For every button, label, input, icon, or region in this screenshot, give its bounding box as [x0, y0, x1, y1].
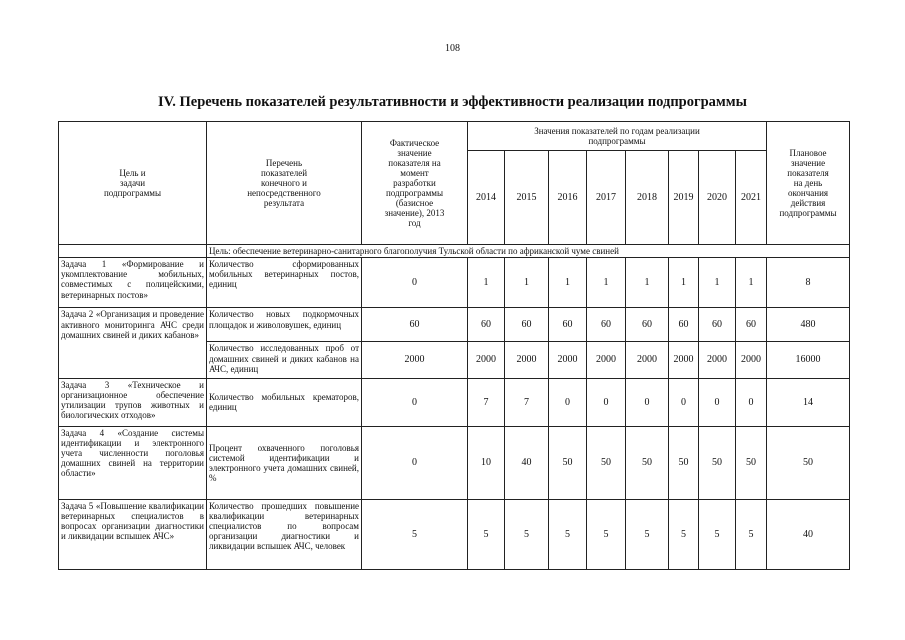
year-value-cell: 5 [587, 499, 626, 569]
actual-value-cell: 0 [362, 258, 468, 308]
task-4-cell: Задача 4 «Создание системы идентификации и электронного учета численности поголовья домашних свиней на территории области» [59, 426, 207, 499]
header-year: 2019 [669, 151, 699, 245]
page-number: 108 [445, 43, 460, 54]
year-value-cell: 5 [669, 499, 699, 569]
year-value-cell: 5 [699, 499, 736, 569]
year-value-cell: 5 [626, 499, 669, 569]
header-indicators [207, 122, 362, 245]
year-value-cell: 60 [626, 308, 669, 342]
year-value-cell: 60 [549, 308, 587, 342]
year-value-cell: 60 [736, 308, 767, 342]
header-years-group [468, 122, 767, 151]
header-actual-text: Фактическое значение показателя на момент разработки подпрограммы (базисное значение), 2013 год [384, 137, 445, 229]
actual-value-cell: 0 [362, 426, 468, 499]
header-years-group-text: Значения показателей по годам реализации подпрограммы [534, 125, 700, 147]
year-value-cell: 50 [626, 426, 669, 499]
planned-value-cell: 50 [767, 426, 850, 499]
header-actual-value [362, 122, 468, 245]
year-value-cell: 2000 [626, 342, 669, 378]
actual-value-cell: 2000 [362, 342, 468, 378]
year-value-cell: 50 [669, 426, 699, 499]
table-row [59, 426, 850, 499]
header-year: 2015 [505, 151, 549, 245]
year-value-cell: 2000 [549, 342, 587, 378]
year-value-cell: 50 [549, 426, 587, 499]
header-planned-value [767, 122, 850, 245]
task-3-cell: Задача 3 «Техническое и организационное обеспечение утилизации трупов животных и биологических отходов» [59, 378, 207, 426]
year-value-cell: 1 [468, 258, 505, 308]
year-value-cell: 0 [549, 378, 587, 426]
indicator-cell: Количество прошедших повышение квалификации ветеринарных специалистов по вопросам организации диагностики и ликвидации вспышек АЧС, человек [207, 499, 362, 569]
year-value-cell: 0 [587, 378, 626, 426]
table-row [59, 308, 850, 342]
year-value-cell: 5 [468, 499, 505, 569]
actual-value-cell: 0 [362, 378, 468, 426]
section-heading: IV. Перечень показателей результативности и эффективности реализации подпрограммы [158, 94, 747, 110]
year-value-cell: 60 [699, 308, 736, 342]
header-year: 2021 [736, 151, 767, 245]
year-value-cell: 0 [669, 378, 699, 426]
header-goals-text: Цель и задачи подпрограммы [103, 168, 162, 199]
year-value-cell: 2000 [468, 342, 505, 378]
actual-value-cell: 5 [362, 499, 468, 569]
table-row [59, 499, 850, 569]
header-goals [59, 122, 207, 245]
year-value-cell: 60 [505, 308, 549, 342]
indicator-cell: Количество новых подкормочных площадок и живоловушек, единиц [207, 308, 362, 342]
year-value-cell: 1 [669, 258, 699, 308]
actual-value-cell: 60 [362, 308, 468, 342]
header-indicators-text: Перечень показателей конечного и непосредственного результата [247, 157, 321, 209]
year-value-cell: 1 [505, 258, 549, 308]
year-value-cell: 0 [626, 378, 669, 426]
year-value-cell: 50 [699, 426, 736, 499]
task-1-cell: Задача 1 «Формирование и укомплектование мобильных, совместимых с полицейскими, ветеринарных постов» [59, 258, 207, 308]
year-value-cell: 2000 [699, 342, 736, 378]
year-value-cell: 1 [736, 258, 767, 308]
year-value-cell: 2000 [505, 342, 549, 378]
header-year: 2014 [468, 151, 505, 245]
year-value-cell: 10 [468, 426, 505, 499]
planned-value-cell: 40 [767, 499, 850, 569]
year-value-cell: 2000 [736, 342, 767, 378]
year-value-cell: 1 [587, 258, 626, 308]
year-value-cell: 50 [736, 426, 767, 499]
year-value-cell: 1 [549, 258, 587, 308]
planned-value-cell: 8 [767, 258, 850, 308]
planned-value-cell: 14 [767, 378, 850, 426]
year-value-cell: 0 [699, 378, 736, 426]
header-planned-text: Плановое значение показателя на день окончания действия подпрограммы [779, 147, 837, 219]
year-value-cell: 2000 [669, 342, 699, 378]
year-value-cell: 2000 [587, 342, 626, 378]
year-value-cell: 5 [505, 499, 549, 569]
header-year: 2017 [587, 151, 626, 245]
indicator-cell: Количество мобильных крематоров, единиц [207, 378, 362, 426]
year-value-cell: 5 [549, 499, 587, 569]
planned-value-cell: 480 [767, 308, 850, 342]
year-value-cell: 60 [669, 308, 699, 342]
year-value-cell: 0 [736, 378, 767, 426]
year-value-cell: 60 [587, 308, 626, 342]
indicators-table [58, 121, 850, 570]
year-value-cell: 40 [505, 426, 549, 499]
indicator-cell: Количество сформированных мобильных ветеринарных постов, единиц [207, 258, 362, 308]
goal-row: Цель: обеспечение ветеринарно-санитарного благополучия Тульской области по африканской чуме свиней [207, 245, 850, 258]
table-row [59, 378, 850, 426]
header-year: 2018 [626, 151, 669, 245]
year-value-cell: 5 [736, 499, 767, 569]
header-year: 2020 [699, 151, 736, 245]
year-value-cell: 1 [699, 258, 736, 308]
task-5-cell: Задача 5 «Повышение квалификации ветеринарных специалистов в вопросах организации диагностики и ликвидации вспышек АЧС» [59, 499, 207, 569]
year-value-cell: 1 [626, 258, 669, 308]
task-2-cell: Задача 2 «Организация и проведение активного мониторинга АЧС среди домашних свиней и диких кабанов» [59, 308, 207, 378]
indicator-cell: Количество исследованных проб от домашних свиней и диких кабанов на АЧС, единиц [207, 342, 362, 378]
table-row [59, 258, 850, 308]
year-value-cell: 7 [505, 378, 549, 426]
year-value-cell: 50 [587, 426, 626, 499]
planned-value-cell: 16000 [767, 342, 850, 378]
header-year: 2016 [549, 151, 587, 245]
year-value-cell: 60 [468, 308, 505, 342]
year-value-cell: 7 [468, 378, 505, 426]
indicator-cell: Процент охваченного поголовья системой идентификации и электронного учета домашних свиней, % [207, 426, 362, 499]
